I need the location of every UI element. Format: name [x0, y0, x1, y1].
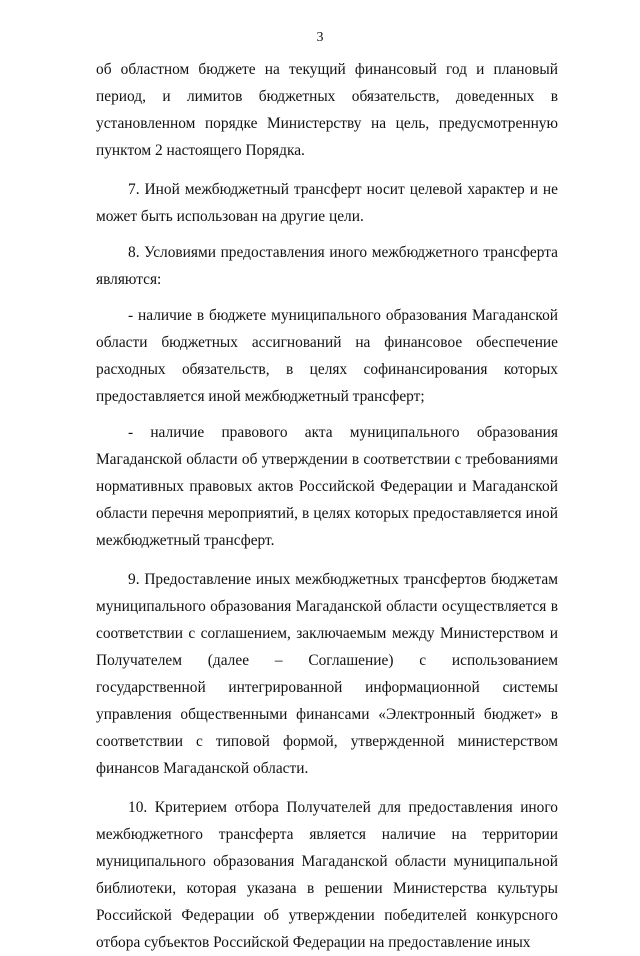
paragraph-continuation: об областном бюджете на текущий финансовый год и плановый период, и лимитов бюджетных обязательств, доведенных в установленном порядке Министерству на цель, предусмотренную пунктом 2 настоящего Порядка.: [96, 61, 558, 159]
paragraph-9: 9. Предоставление иных межбюджетных трансфертов бюджетам муниципального образования Магаданской области осуществляется в соответствии с соглашением, заключаемым между Министерством и Получателем (далее – Соглашение) с использованием государственной интегрированной информационной системы управления общественными финансами «Электронный бюджет» в соответствии с типовой формой, утвержденной министерством финансов Магаданской области.: [96, 571, 558, 777]
list-item-condition-2: - наличие правового акта муниципального образования Магаданской области об утверждении в соответствии с требованиями нормативных правовых актов Российской Федерации и Магаданской области перечня мероприятий, в целях которых предоставляется иной межбюджетный трансферт.: [96, 424, 558, 549]
page-number: 3: [316, 30, 324, 45]
paragraph-10: 10. Критерием отбора Получателей для предоставления иного межбюджетного трансферта является наличие на территории муниципального образования Магаданской области муниципальной библиотеки, которая указана в решении Министерства культуры Российской Федерации об утверждении победителей конкурсного отбора субъектов Российской Федерации на предоставление иных: [96, 799, 558, 951]
list-item-condition-1: - наличие в бюджете муниципального образования Магаданской области бюджетных ассигнований на финансовое обеспечение расходных обязательств, в целях софинансирования которых предоставляется иной межбюджетный трансферт;: [96, 307, 558, 405]
paragraph-8: 8. Условиями предоставления иного межбюджетного трансферта являются:: [96, 244, 558, 288]
document-body: [96, 56, 558, 956]
paragraph-7: 7. Иной межбюджетный трансферт носит целевой характер и не может быть использован на другие цели.: [96, 181, 558, 225]
